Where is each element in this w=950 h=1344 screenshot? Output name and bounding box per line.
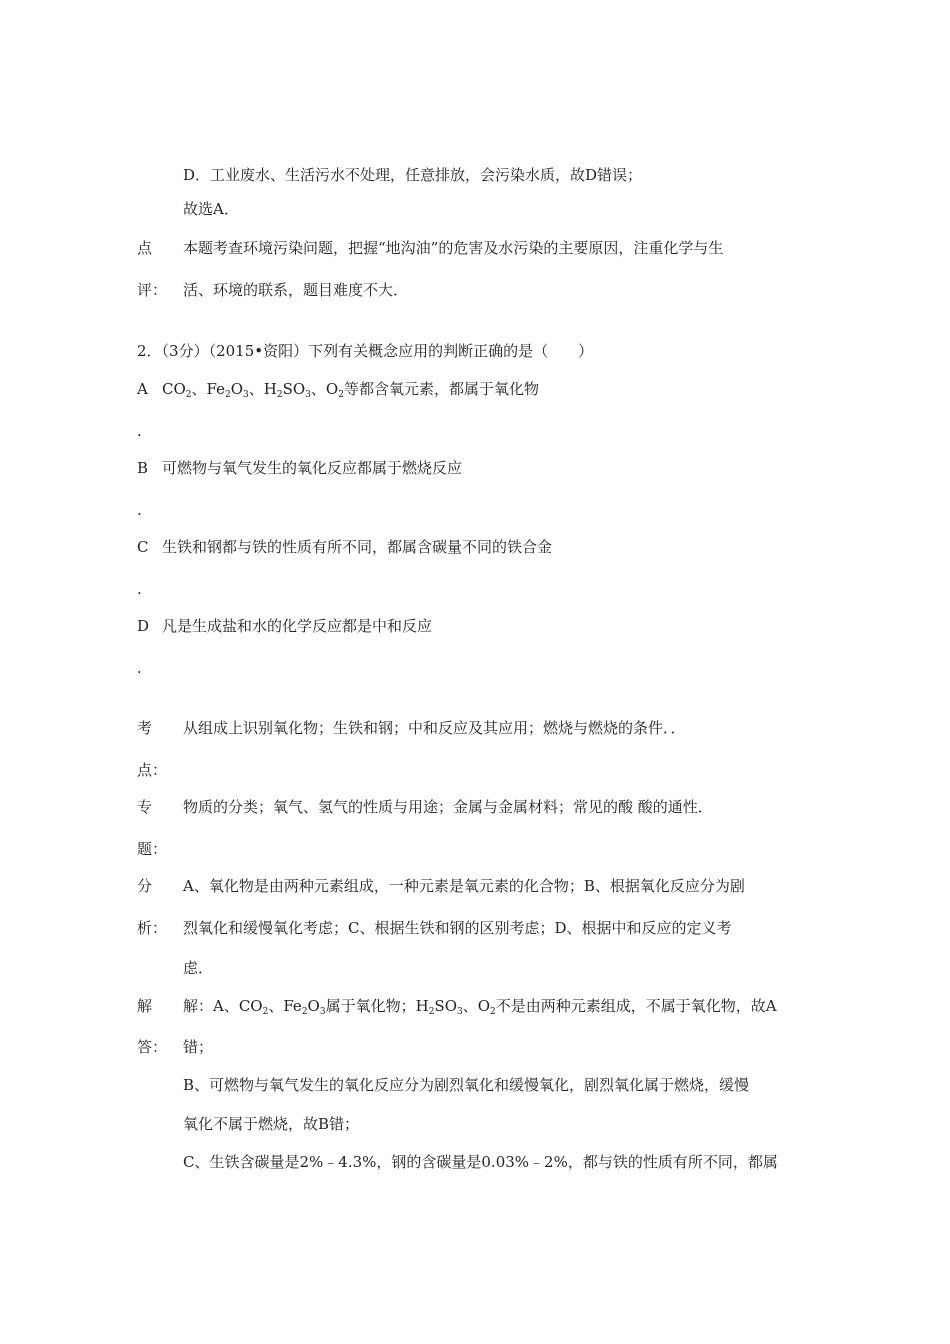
comment-line-1: 本题考查环境污染问题，把握“地沟油”的危害及水污染的主要原因，注重化学与生	[183, 239, 724, 257]
fenxi-line-1: A、氧化物是由两种元素组成，一种元素是氧元素的化合物；B、根据氧化反应分为剧	[183, 877, 745, 895]
zhuanti-label-2: 题：	[137, 840, 168, 858]
prev-answer: 故选A．	[183, 200, 239, 218]
jieda-label-1: 解	[137, 997, 153, 1015]
option-c-letter: C	[137, 538, 149, 556]
fenxi-label-1: 分	[137, 877, 153, 895]
option-a-text: $CO_2$、$Fe_2O_3$、$H_2SO_3$、$O_2$等都含氧元素，都属于氧化物	[162, 380, 539, 400]
jieda-label-2: 答：	[137, 1038, 168, 1056]
kaodian-label-2: 点：	[137, 761, 168, 779]
prev-option-d-analysis: D．工业废水、生活污水不处理，任意排放，会污染水质，故D错误；	[183, 166, 643, 184]
option-d-dot: .	[137, 659, 142, 677]
option-b-dot: .	[137, 501, 142, 519]
jieda-line-2: 错；	[183, 1038, 214, 1056]
option-a-letter: A	[137, 380, 148, 398]
fenxi-line-3: 虑．	[183, 959, 214, 977]
zhuanti-text: 物质的分类；氧气、氢气的性质与用途；金属与金属材料；常见的酸 酸的通性．	[183, 798, 713, 816]
jieda-line-3: B、可燃物与氧气发生的氧化反应分为剧烈氧化和缓慢氧化，剧烈氧化属于燃烧，缓慢	[183, 1076, 750, 1094]
jieda-line-4: 氧化不属于燃烧，故B错；	[183, 1115, 360, 1133]
option-b-text: 可燃物与氧气发生的氧化反应都属于燃烧反应	[162, 459, 463, 477]
zhuanti-label-1: 专	[137, 798, 153, 816]
fenxi-line-2: 烈氧化和缓慢氧化考虑；C、根据生铁和钢的区别考虑；D、根据中和反应的定义考	[183, 919, 732, 937]
jieda-line-5: C、生铁含碳量是2%﹣4.3%，钢的含碳量是0.03%﹣2%，都与铁的性质有所不同，都属	[183, 1153, 778, 1171]
option-c-dot: .	[137, 580, 142, 598]
option-b-letter: B	[137, 459, 149, 477]
option-a-dot: .	[137, 422, 142, 440]
comment-label-2: 评：	[137, 281, 168, 299]
comment-label-1: 点	[137, 239, 153, 257]
option-d-text: 凡是生成盐和水的化学反应都是中和反应	[162, 617, 433, 635]
jieda-line-1: 解：A、$CO_2$、$Fe_2O_3$属于氧化物；$H_2SO_3$、$O_2$不是由两种元素组成，不属于氧化物，故A	[183, 997, 777, 1017]
kaodian-label-1: 考	[137, 719, 153, 737]
comment-line-2: 活、环境的联系，题目难度不大．	[183, 281, 409, 299]
question-stem: 2．（3分）（2015•资阳）下列有关概念应用的判断正确的是（ ）	[137, 342, 594, 360]
option-d-letter: D	[137, 617, 150, 635]
kaodian-text: 从组成上识别氧化物；生铁和钢；中和反应及其应用；燃烧与燃烧的条件．．	[183, 719, 686, 737]
fenxi-label-2: 析：	[137, 919, 168, 937]
option-c-text: 生铁和钢都与铁的性质有所不同，都属含碳量不同的铁合金	[162, 538, 553, 556]
